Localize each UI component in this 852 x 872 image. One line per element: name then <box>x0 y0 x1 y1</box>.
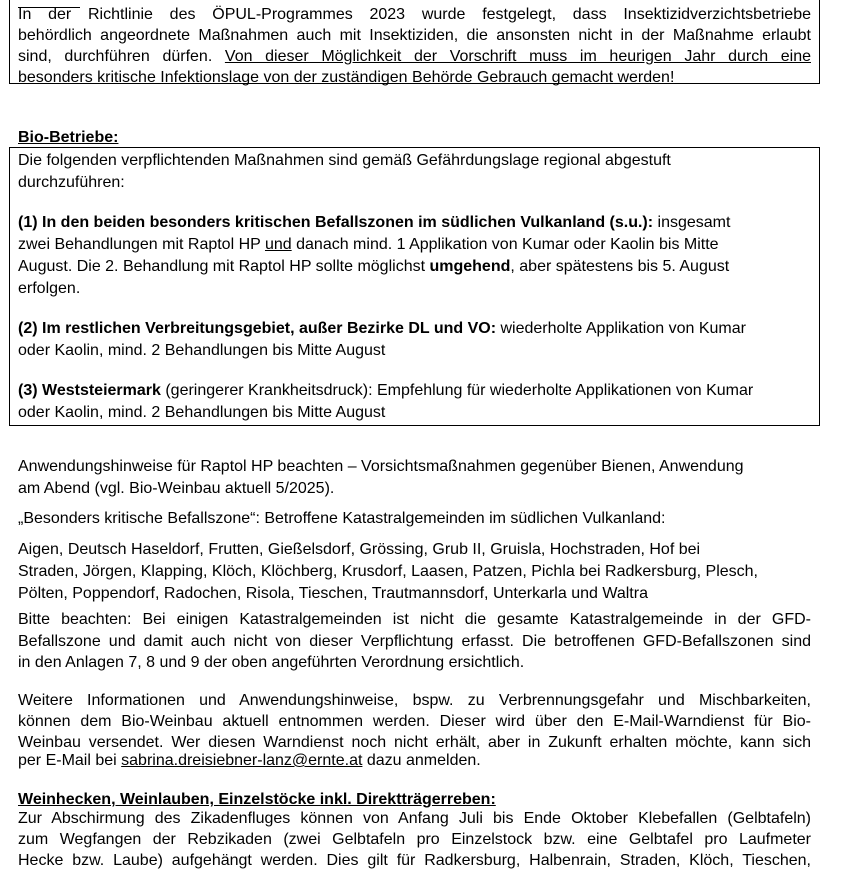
zone-line-3: Pölten, Poppendorf, Radochen, Risola, Tieschen, Trautmannsdorf, Unterkarla und Waltra <box>18 585 648 602</box>
info-line-3: Weinbau versendet. Wer diesen Warndienst noch nicht erhält, aber in Zukunft erhalten möchte, kann sich <box>18 734 811 751</box>
measure-2-line-1: (2) Im restlichen Verbreitungsgebiet, außer Bezirke DL und VO: wiederholte Applikation von Kumar <box>18 320 746 337</box>
measure-1-line-3: August. Die 2. Behandlung mit Raptol HP sollte möglichst umgehend, aber spätestens bis 5. August <box>18 258 730 275</box>
measure-1-line-2: zwei Behandlungen mit Raptol HP und danach mind. 1 Applikation von Kumar oder Kaolin bis Mitte <box>18 236 719 253</box>
measure-3-line-2: oder Kaolin, mind. 2 Behandlungen bis Mitte August <box>18 404 386 421</box>
measure-1-line-4: erfolgen. <box>18 280 81 297</box>
intro-line-1: In der Richtlinie des ÖPUL-Programmes 2023 wurde festgelegt, dass Insektizidverzichtsbetriebe <box>18 6 811 23</box>
note-line-3: in den Anlagen 7, 8 und 9 der oben angeführten Verordnung ersichtlich. <box>18 654 525 671</box>
bio-heading: Bio-Betriebe: <box>18 129 119 146</box>
intro-line-3: sind, durchführen dürfen. Von dieser Möglichkeit der Vorschrift muss im heurigen Jahr durch eine <box>18 48 811 65</box>
hedges-line-1: Zur Abschirmung des Zikadenfluges können von Anfang Juli bis Ende Oktober Klebefallen (Gelbtafeln) <box>18 810 811 827</box>
intro-line-2: behördlich angeordnete Maßnahmen auch mit Insektiziden, die ansonsten nicht in der Maßnahme erlaubt <box>18 27 811 44</box>
bio-intro-line-2: durchzuführen: <box>18 174 125 191</box>
hints-line-2: am Abend (vgl. Bio-Weinbau aktuell 5/2025). <box>18 480 335 497</box>
hints-line-1: Anwendungshinweise für Raptol HP beachten – Vorsichtsmaßnahmen gegenüber Bienen, Anwendung <box>18 458 744 475</box>
info-line-4: per E-Mail bei sabrina.dreisiebner-lanz@ernte.at dazu anmelden. <box>18 752 481 769</box>
hedges-line-2: zum Wegfangen der Rebzikaden (zwei Gelbtafeln pro Einzelstock bzw. eine Gelbtafel pro Laufmeter <box>18 831 811 848</box>
measure-3-line-1: (3) Weststeiermark (geringerer Krankheitsdruck): Empfehlung für wiederholte Applikationen von Kumar <box>18 382 754 399</box>
hedges-heading: Weinhecken, Weinlauben, Einzelstöcke inkl. Direktträgerreben: <box>18 791 496 808</box>
email-link[interactable]: sabrina.dreisiebner-lanz@ernte.at <box>121 752 363 769</box>
info-line-1: Weitere Informationen und Anwendungshinweise, bspw. zu Verbrennungsgefahr und Mischbarkeiten, <box>18 692 811 709</box>
bio-intro-line-1: Die folgenden verpflichtenden Maßnahmen sind gemäß Gefährdungslage regional abgestuft <box>18 152 671 169</box>
zone-line-2: Straden, Jörgen, Klapping, Klöch, Klöchberg, Krusdorf, Laasen, Patzen, Pichla bei Radkersburg, Plesch, <box>18 563 758 580</box>
zone-title: „Besonders kritische Befallszone“: Betroffene Katastralgemeinden im südlichen Vulkanland: <box>18 510 666 527</box>
zone-line-1: Aigen, Deutsch Haseldorf, Frutten, Gießelsdorf, Grössing, Grub II, Gruisla, Hochstraden, Hof bei <box>18 541 701 558</box>
hedges-line-3: Hecke bzw. Laube) aufgehängt werden. Dies gilt für Radkersburg, Halbenrain, Straden, Klöch, Tieschen, <box>18 852 811 869</box>
note-line-2: Befallszone und damit auch nicht von dieser Verpflichtung erfasst. Die betroffenen GFD-Befallszonen sind <box>18 633 811 650</box>
note-line-1: Bitte beachten: Bei einigen Katastralgemeinden ist nicht die gesamte Katastralgemeinde in der GFD- <box>18 611 811 628</box>
intro-line-4: besonders kritische Infektionslage von der zuständigen Behörde Gebrauch gemacht werden! <box>18 69 675 86</box>
measure-1-line-1: (1) In den beiden besonders kritischen Befallszonen im südlichen Vulkanland (s.u.): insgesamt <box>18 214 731 231</box>
info-line-2: können dem Bio-Weinbau aktuell entnommen werden. Dieser wird über den E-Mail-Warndienst für Bio- <box>18 713 811 730</box>
measure-2-line-2: oder Kaolin, mind. 2 Behandlungen bis Mitte August <box>18 342 386 359</box>
